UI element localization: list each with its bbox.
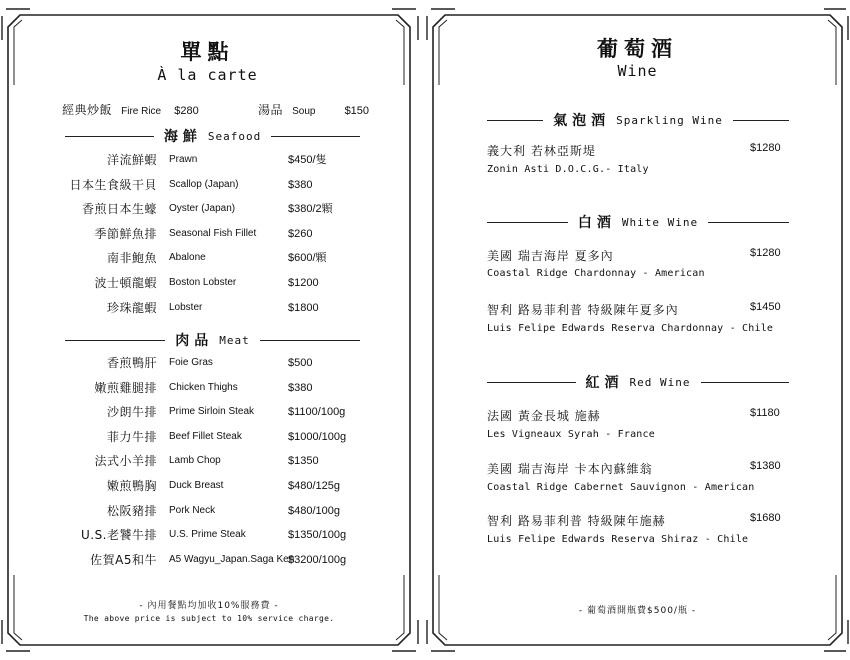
menu-item-name-zh: 法式小羊排 <box>94 454 157 469</box>
menu-item-name-zh: 菲力牛排 <box>106 429 157 444</box>
menu-item <box>0 502 425 520</box>
menu-item-name-zh: 波士頓龍蝦 <box>94 276 157 290</box>
divider <box>65 136 154 137</box>
wine-name-en: Luis Felipe Edwards Reserva Chardonnay - Chile <box>487 323 774 334</box>
menu-item-name-zh: 嫩煎鴨胸 <box>106 479 157 493</box>
wine-name-zh: 義大利 若林亞斯堤 <box>487 144 596 158</box>
menu-item-price: $1350/100g <box>288 529 347 542</box>
page-subtitle: À la carte <box>157 66 258 84</box>
wine-name-en: Luis Felipe Edwards Reserva Shiraz - Chile <box>487 534 749 545</box>
wine-name-en: Zonin Asti D.O.C.G.- Italy <box>487 164 649 175</box>
wine-price: $1280 <box>750 247 781 259</box>
section-title-en: Red Wine <box>629 375 691 389</box>
menu-item-price: $480/100g <box>288 504 340 517</box>
menu-item-name-zh: 佐賀A5和牛 <box>90 552 157 567</box>
special-item-en: Fire Rice <box>121 106 162 117</box>
wine-name-en: Coastal Ridge Cabernet Sauvignon - American <box>487 482 755 493</box>
section-title-zh: 白酒 <box>577 215 616 231</box>
menu-item-name-zh: 季節鮮魚排 <box>94 226 157 241</box>
menu-item-price: $600/顆 <box>288 252 327 265</box>
menu-item-price: $1350 <box>288 455 319 468</box>
menu-item-name-en: Seasonal Fish Fillet <box>169 227 257 239</box>
menu-item-name-zh: 南非鮑魚 <box>106 251 157 266</box>
special-item <box>62 100 199 118</box>
menu-item-name-en: Oyster (Japan) <box>169 203 236 215</box>
section-title-zh: 氣泡酒 <box>553 113 611 129</box>
service-charge-note-en: The above price is subject to 10% service charge. <box>83 614 335 623</box>
menu-item-name-zh: 日本生食級干貝 <box>69 177 157 192</box>
menu-item <box>0 274 425 292</box>
menu-item-name-en: Lobster <box>169 301 203 313</box>
menu-item <box>0 403 425 421</box>
menu-item-price: $450/隻 <box>288 154 327 166</box>
menu-item <box>0 176 425 194</box>
wine-name-en: Coastal Ridge Chardonnay - American <box>487 268 705 279</box>
menu-item-name-en: Chicken Thighs <box>169 381 238 393</box>
special-item <box>258 100 369 118</box>
menu-item-name-en: Scallop (Japan) <box>169 178 239 190</box>
section-title-zh: 肉品 <box>175 333 214 349</box>
menu-item-name-en: U.S. Prime Steak <box>169 529 246 541</box>
wine-price: $1380 <box>750 460 781 472</box>
menu-item-name-zh: 香煎日本生蠔 <box>81 202 157 217</box>
wine-name-zh: 智利 路易菲利普 特級陳年施赫 <box>487 514 666 528</box>
menu-item-name-en: A5 Wagyu_Japan.Saga Ken <box>169 553 295 565</box>
wine-price: $1280 <box>750 142 781 154</box>
menu-item <box>0 452 425 470</box>
menu-item-name-en: Lamb Chop <box>169 455 221 467</box>
menu-item <box>0 477 425 495</box>
menu-item-name-en: Prime Sirloin Steak <box>169 406 255 418</box>
divider <box>487 382 576 383</box>
menu-item-name-zh: 洋流鮮蝦 <box>106 153 157 167</box>
corkage-fee-note: - 葡萄酒開瓶費$500/瓶 - <box>578 606 697 616</box>
section-title-en: Seafood <box>207 129 262 143</box>
wine-name-en: Les Vigneaux Syrah - France <box>487 429 655 440</box>
menu-item-price: $480/125g <box>288 480 340 492</box>
menu-item <box>0 428 425 446</box>
section-header-meat <box>65 330 360 350</box>
divider <box>708 222 789 223</box>
section-title-en: Meat <box>219 333 250 347</box>
menu-item <box>0 200 425 218</box>
special-item-price: $150 <box>344 105 370 117</box>
page-title: 單點 <box>180 40 235 64</box>
section-header-wine <box>487 110 789 130</box>
section-title-zh: 海鮮 <box>163 129 202 145</box>
wine-price: $1180 <box>750 407 780 419</box>
menu-item-name-zh: U.S.老饕牛排 <box>80 528 157 543</box>
menu-item-name-zh: 沙朗牛排 <box>106 405 157 420</box>
menu-item-price: $500 <box>288 357 313 369</box>
section-header-wine <box>487 212 789 232</box>
divider <box>271 136 360 137</box>
divider <box>260 340 360 341</box>
menu-item-price: $1100/100g <box>288 406 346 419</box>
menu-item-name-zh: 珍珠龍蝦 <box>106 300 157 315</box>
menu-item-price: $1200 <box>288 277 319 289</box>
menu-item-name-en: Duck Breast <box>169 480 224 491</box>
menu-item-name-en: Pork Neck <box>169 504 216 516</box>
menu-item <box>0 299 425 317</box>
menu-item <box>0 225 425 243</box>
menu-item <box>0 249 425 267</box>
divider <box>65 340 165 341</box>
menu-item-price: $1000/100g <box>288 430 347 443</box>
menu-item-name-en: Beef Fillet Steak <box>169 430 242 442</box>
page-title: 葡萄酒 <box>597 37 678 61</box>
wine-name-zh: 智利 路易菲利普 特級陳年夏多內 <box>487 303 679 317</box>
menu-item-name-zh: 香煎鴨肝 <box>106 356 157 370</box>
menu-item <box>0 551 425 569</box>
menu-item <box>0 354 425 372</box>
section-title-en: Sparkling Wine <box>616 113 723 127</box>
menu-item-name-en: Abalone <box>169 252 206 264</box>
menu-page-wine <box>425 0 850 660</box>
page-subtitle: Wine <box>617 62 658 80</box>
menu-item-price: $380/2顆 <box>288 203 333 216</box>
service-charge-note-zh: - 內用餐點均加收10%服務費 - <box>139 601 279 611</box>
section-header-wine <box>487 372 789 392</box>
menu-item-price: $260 <box>288 227 313 240</box>
special-item-zh: 經典炒飯 <box>62 103 113 117</box>
menu-item-name-zh: 嫩煎雞腿排 <box>94 380 157 395</box>
divider <box>701 382 790 383</box>
special-item-zh: 湯品 <box>258 103 284 117</box>
menu-item <box>0 379 425 397</box>
wine-name-zh: 美國 瑞吉海岸 夏多內 <box>487 249 614 263</box>
special-item-en: Soup <box>292 106 316 117</box>
menu-item-name-en: Prawn <box>169 154 198 165</box>
menu-item-price: $380 <box>288 381 313 394</box>
menu-item-price: $1800 <box>288 301 319 314</box>
wine-price: $1680 <box>750 512 781 524</box>
menu-item-price: $380 <box>288 178 313 191</box>
special-item-price: $280 <box>174 105 199 117</box>
menu-item-price: $3200/100g <box>288 553 347 566</box>
menu-item-name-zh: 松阪豬排 <box>106 503 157 518</box>
section-title-en: White Wine <box>621 215 699 229</box>
menu-item-name-en: Boston Lobster <box>169 277 237 288</box>
wine-price: $1450 <box>750 301 781 313</box>
wine-name-zh: 美國 瑞吉海岸 卡本內蘇維翁 <box>487 462 653 476</box>
menu-item <box>0 151 425 169</box>
divider <box>487 120 543 121</box>
wine-name-zh: 法國 黃金長城 施赫 <box>487 409 601 423</box>
divider <box>733 120 789 121</box>
menu-item-name-en: Foie Gras <box>169 357 213 368</box>
section-title-zh: 紅酒 <box>585 375 624 391</box>
section-header-seafood <box>65 126 360 146</box>
divider <box>487 222 568 223</box>
menu-item <box>0 526 425 544</box>
